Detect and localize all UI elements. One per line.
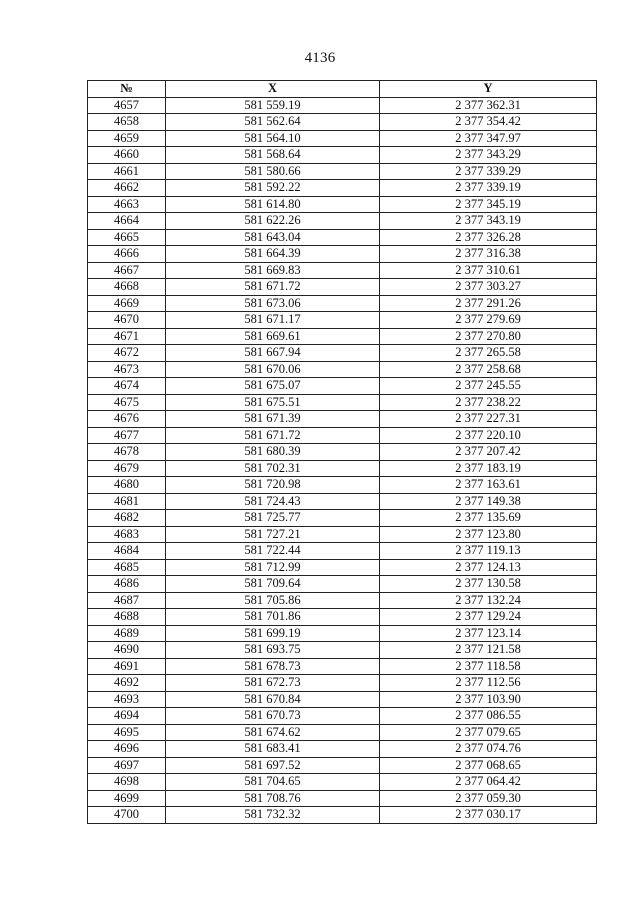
table-row [88, 741, 597, 758]
y-coordinate-cell: 2 377 339.29 [380, 163, 597, 180]
point-number-cell: 4685 [88, 559, 166, 576]
table-row [88, 394, 597, 411]
y-coordinate-cell: 2 377 129.24 [380, 609, 597, 626]
x-coordinate-cell: 581 699.19 [166, 625, 380, 642]
x-coordinate-cell: 581 671.72 [166, 279, 380, 296]
y-coordinate-cell: 2 377 207.42 [380, 444, 597, 461]
point-number-cell: 4700 [88, 807, 166, 824]
point-number-cell: 4668 [88, 279, 166, 296]
y-coordinate-cell: 2 377 326.28 [380, 229, 597, 246]
point-number-cell: 4699 [88, 790, 166, 807]
header-row [88, 81, 597, 98]
x-coordinate-cell: 581 702.31 [166, 460, 380, 477]
y-coordinate-cell: 2 377 183.19 [380, 460, 597, 477]
table-row [88, 444, 597, 461]
y-coordinate-cell: 2 377 112.56 [380, 675, 597, 692]
point-number-cell: 4671 [88, 328, 166, 345]
y-coordinate-cell: 2 377 119.13 [380, 543, 597, 560]
point-number-cell: 4688 [88, 609, 166, 626]
point-number-cell: 4661 [88, 163, 166, 180]
point-number-cell: 4659 [88, 130, 166, 147]
table-row [88, 526, 597, 543]
point-number-cell: 4667 [88, 262, 166, 279]
point-number-cell: 4657 [88, 97, 166, 114]
x-coordinate-cell: 581 622.26 [166, 213, 380, 230]
y-coordinate-cell: 2 377 130.58 [380, 576, 597, 593]
point-number-cell: 4676 [88, 411, 166, 428]
table-row [88, 213, 597, 230]
y-coordinate-cell: 2 377 238.22 [380, 394, 597, 411]
page-number: 4136 [304, 50, 336, 66]
y-coordinate-cell: 2 377 316.38 [380, 246, 597, 263]
y-coordinate-cell: 2 377 163.61 [380, 477, 597, 494]
table-row [88, 493, 597, 510]
x-coordinate-cell: 581 720.98 [166, 477, 380, 494]
table-body [88, 97, 597, 823]
y-coordinate-cell: 2 377 064.42 [380, 774, 597, 791]
table-row [88, 246, 597, 263]
x-coordinate-cell: 581 669.83 [166, 262, 380, 279]
point-number-cell: 4684 [88, 543, 166, 560]
point-number-cell: 4691 [88, 658, 166, 675]
point-number-cell: 4689 [88, 625, 166, 642]
y-coordinate-cell: 2 377 086.55 [380, 708, 597, 725]
table-row [88, 691, 597, 708]
x-coordinate-cell: 581 722.44 [166, 543, 380, 560]
table-row [88, 592, 597, 609]
header-number: № [88, 81, 166, 98]
point-number-cell: 4680 [88, 477, 166, 494]
x-coordinate-cell: 581 727.21 [166, 526, 380, 543]
y-coordinate-cell: 2 377 347.97 [380, 130, 597, 147]
x-coordinate-cell: 581 725.77 [166, 510, 380, 527]
table-row [88, 625, 597, 642]
x-coordinate-cell: 581 670.06 [166, 361, 380, 378]
y-coordinate-cell: 2 377 258.68 [380, 361, 597, 378]
point-number-cell: 4672 [88, 345, 166, 362]
x-coordinate-cell: 581 670.73 [166, 708, 380, 725]
y-coordinate-cell: 2 377 279.69 [380, 312, 597, 329]
y-coordinate-cell: 2 377 132.24 [380, 592, 597, 609]
y-coordinate-cell: 2 377 079.65 [380, 724, 597, 741]
y-coordinate-cell: 2 377 270.80 [380, 328, 597, 345]
table-row [88, 279, 597, 296]
table-row [88, 295, 597, 312]
y-coordinate-cell: 2 377 059.30 [380, 790, 597, 807]
x-coordinate-cell: 581 564.10 [166, 130, 380, 147]
x-coordinate-cell: 581 671.17 [166, 312, 380, 329]
table-row [88, 114, 597, 131]
y-coordinate-cell: 2 377 339.19 [380, 180, 597, 197]
y-coordinate-cell: 2 377 068.65 [380, 757, 597, 774]
x-coordinate-cell: 581 732.32 [166, 807, 380, 824]
x-coordinate-cell: 581 705.86 [166, 592, 380, 609]
point-number-cell: 4698 [88, 774, 166, 791]
table-row [88, 147, 597, 164]
y-coordinate-cell: 2 377 245.55 [380, 378, 597, 395]
y-coordinate-cell: 2 377 135.69 [380, 510, 597, 527]
header-x: X [166, 81, 380, 98]
x-coordinate-cell: 581 674.62 [166, 724, 380, 741]
y-coordinate-cell: 2 377 303.27 [380, 279, 597, 296]
coordinates-table [87, 80, 597, 824]
table-row [88, 196, 597, 213]
point-number-cell: 4669 [88, 295, 166, 312]
y-coordinate-cell: 2 377 343.19 [380, 213, 597, 230]
x-coordinate-cell: 581 664.39 [166, 246, 380, 263]
table-row [88, 345, 597, 362]
table-row [88, 790, 597, 807]
x-coordinate-cell: 581 671.39 [166, 411, 380, 428]
x-coordinate-cell: 581 643.04 [166, 229, 380, 246]
header-y: Y [380, 81, 597, 98]
x-coordinate-cell: 581 675.07 [166, 378, 380, 395]
x-coordinate-cell: 581 675.51 [166, 394, 380, 411]
y-coordinate-cell: 2 377 227.31 [380, 411, 597, 428]
table-row [88, 378, 597, 395]
point-number-cell: 4679 [88, 460, 166, 477]
y-coordinate-cell: 2 377 123.80 [380, 526, 597, 543]
point-number-cell: 4683 [88, 526, 166, 543]
point-number-cell: 4664 [88, 213, 166, 230]
y-coordinate-cell: 2 377 118.58 [380, 658, 597, 675]
table-row [88, 658, 597, 675]
x-coordinate-cell: 581 693.75 [166, 642, 380, 659]
point-number-cell: 4658 [88, 114, 166, 131]
table-row [88, 411, 597, 428]
y-coordinate-cell: 2 377 354.42 [380, 114, 597, 131]
x-coordinate-cell: 581 670.84 [166, 691, 380, 708]
y-coordinate-cell: 2 377 103.90 [380, 691, 597, 708]
point-number-cell: 4675 [88, 394, 166, 411]
x-coordinate-cell: 581 672.73 [166, 675, 380, 692]
x-coordinate-cell: 581 568.64 [166, 147, 380, 164]
point-number-cell: 4695 [88, 724, 166, 741]
y-coordinate-cell: 2 377 362.31 [380, 97, 597, 114]
x-coordinate-cell: 581 671.72 [166, 427, 380, 444]
y-coordinate-cell: 2 377 030.17 [380, 807, 597, 824]
point-number-cell: 4696 [88, 741, 166, 758]
table-row [88, 361, 597, 378]
x-coordinate-cell: 581 697.52 [166, 757, 380, 774]
y-coordinate-cell: 2 377 345.19 [380, 196, 597, 213]
point-number-cell: 4677 [88, 427, 166, 444]
table-row [88, 675, 597, 692]
point-number-cell: 4690 [88, 642, 166, 659]
table-header [88, 81, 597, 98]
x-coordinate-cell: 581 667.94 [166, 345, 380, 362]
point-number-cell: 4663 [88, 196, 166, 213]
point-number-cell: 4674 [88, 378, 166, 395]
point-number-cell: 4681 [88, 493, 166, 510]
x-coordinate-cell: 581 724.43 [166, 493, 380, 510]
x-coordinate-cell: 581 701.86 [166, 609, 380, 626]
y-coordinate-cell: 2 377 149.38 [380, 493, 597, 510]
point-number-cell: 4693 [88, 691, 166, 708]
table-row [88, 477, 597, 494]
table-row [88, 724, 597, 741]
table-row [88, 97, 597, 114]
x-coordinate-cell: 581 709.64 [166, 576, 380, 593]
table-row [88, 807, 597, 824]
point-number-cell: 4697 [88, 757, 166, 774]
point-number-cell: 4692 [88, 675, 166, 692]
point-number-cell: 4670 [88, 312, 166, 329]
x-coordinate-cell: 581 559.19 [166, 97, 380, 114]
point-number-cell: 4660 [88, 147, 166, 164]
y-coordinate-cell: 2 377 310.61 [380, 262, 597, 279]
table-row [88, 708, 597, 725]
y-coordinate-cell: 2 377 123.14 [380, 625, 597, 642]
y-coordinate-cell: 2 377 343.29 [380, 147, 597, 164]
table-row [88, 774, 597, 791]
x-coordinate-cell: 581 673.06 [166, 295, 380, 312]
x-coordinate-cell: 581 592.22 [166, 180, 380, 197]
x-coordinate-cell: 581 704.65 [166, 774, 380, 791]
table-row [88, 163, 597, 180]
table-row [88, 180, 597, 197]
table-row [88, 543, 597, 560]
point-number-cell: 4687 [88, 592, 166, 609]
table-row [88, 559, 597, 576]
table-row [88, 757, 597, 774]
x-coordinate-cell: 581 678.73 [166, 658, 380, 675]
table-row [88, 130, 597, 147]
x-coordinate-cell: 581 712.99 [166, 559, 380, 576]
y-coordinate-cell: 2 377 265.58 [380, 345, 597, 362]
table-row [88, 328, 597, 345]
point-number-cell: 4682 [88, 510, 166, 527]
x-coordinate-cell: 581 683.41 [166, 741, 380, 758]
table-row [88, 229, 597, 246]
x-coordinate-cell: 581 669.61 [166, 328, 380, 345]
x-coordinate-cell: 581 580.66 [166, 163, 380, 180]
table-row [88, 312, 597, 329]
point-number-cell: 4666 [88, 246, 166, 263]
x-coordinate-cell: 581 614.80 [166, 196, 380, 213]
x-coordinate-cell: 581 708.76 [166, 790, 380, 807]
point-number-cell: 4694 [88, 708, 166, 725]
y-coordinate-cell: 2 377 124.13 [380, 559, 597, 576]
x-coordinate-cell: 581 680.39 [166, 444, 380, 461]
table-row [88, 460, 597, 477]
y-coordinate-cell: 2 377 121.58 [380, 642, 597, 659]
y-coordinate-cell: 2 377 074.76 [380, 741, 597, 758]
table-row [88, 262, 597, 279]
point-number-cell: 4662 [88, 180, 166, 197]
point-number-cell: 4678 [88, 444, 166, 461]
table-row [88, 642, 597, 659]
point-number-cell: 4665 [88, 229, 166, 246]
x-coordinate-cell: 581 562.64 [166, 114, 380, 131]
table-row [88, 576, 597, 593]
table-row [88, 427, 597, 444]
point-number-cell: 4686 [88, 576, 166, 593]
table-row [88, 510, 597, 527]
y-coordinate-cell: 2 377 220.10 [380, 427, 597, 444]
table-row [88, 609, 597, 626]
y-coordinate-cell: 2 377 291.26 [380, 295, 597, 312]
point-number-cell: 4673 [88, 361, 166, 378]
